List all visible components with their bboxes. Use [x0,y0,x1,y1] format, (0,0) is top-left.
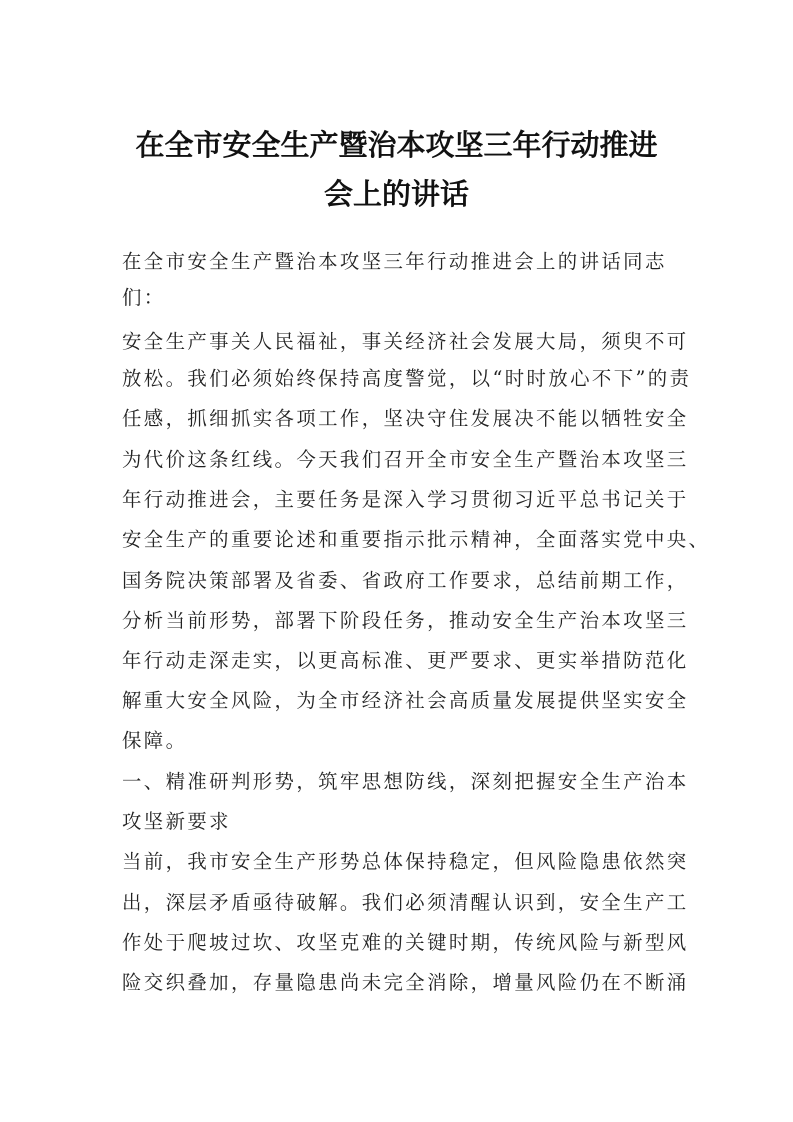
body-line-6: 为代价这条红线。今天我们召开全市安全生产暨治本攻坚三 [122,448,689,471]
body-line-8: 安全生产的重要论述和重要指示批示精神，全面落实党中央、 [122,528,711,551]
body-line-10: 分析当前形势，部署下阶段任务，推动安全生产治本攻坚三 [122,609,689,632]
body-line-12: 解重大安全风险，为全市经济社会高质量发展提供坚实安全 [122,689,689,712]
document-title-line-1: 在全市安全生产暨治本攻坚三年行动推进 [135,128,658,162]
body-line-11: 年行动走深走实，以更高标准、更严要求、更实举措防范化 [122,649,689,672]
body-line-5: 任感，抓细抓实各项工作，坚决守住发展决不能以牺牲安全 [122,407,689,430]
body-line-16: 当前，我市安全生产形势总体保持稳定，但风险隐患依然突 [122,850,689,873]
body-line-19: 险交织叠加，存量隐患尚未完全消除，增量风险仍在不断涌 [122,971,689,994]
body-line-13: 保障。 [122,729,188,752]
body-line-9: 国务院决策部署及省委、省政府工作要求，总结前期工作， [122,569,689,592]
body-line-3: 安全生产事关人民福祉，事关经济社会发展大局，须臾不可 [122,330,689,353]
body-line-17: 出，深层矛盾亟待破解。我们必须清醒认识到，安全生产工 [122,891,689,914]
section-heading-line-2: 攻坚新要求 [122,810,231,833]
body-line-1: 在全市安全生产暨治本攻坚三年行动推进会上的讲话同志 [122,250,667,273]
document-title-line-2: 会上的讲话 [323,177,469,211]
body-line-7: 年行动推进会，主要任务是深入学习贯彻习近平总书记关于 [122,488,689,511]
body-line-18: 作处于爬坡过坎、攻坚克难的关键时期，传统风险与新型风 [122,931,689,954]
body-line-4: 放松。我们必须始终保持高度警觉，以“时时放心不下”的责 [122,367,692,390]
section-heading-line-1: 一、精准研判形势，筑牢思想防线，深刻把握安全生产治本 [122,770,689,793]
body-line-2: 们： [122,286,166,309]
